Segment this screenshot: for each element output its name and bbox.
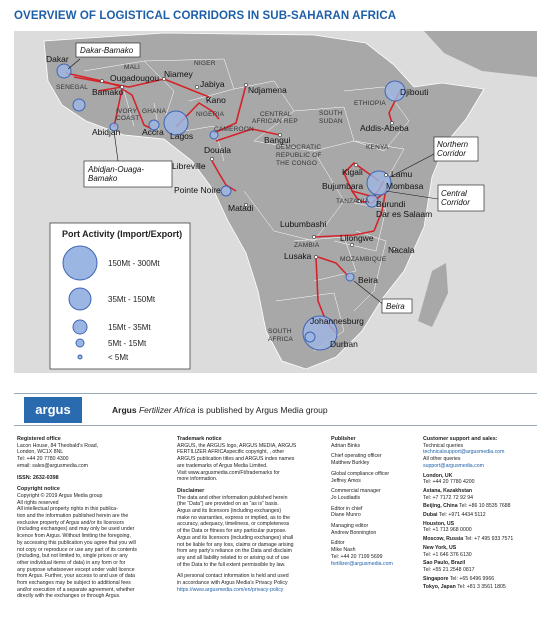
country-ethiopia: ETHIOPIA — [354, 100, 386, 107]
legend-item-2: 35Mt - 150Mt — [108, 295, 156, 304]
city-lusaka: Lusaka — [284, 251, 312, 261]
copyright-line: and/or execution of a separate agreement, whether — [17, 586, 135, 593]
country-drc-2: REPUBLIC OF — [276, 152, 322, 159]
copyright-lines — [17, 493, 155, 600]
office-entry: Dubai Tel: +971 4434 5112 — [423, 512, 486, 519]
argus-logo[interactable]: argus — [24, 397, 82, 423]
city-libreville: Libreville — [172, 161, 206, 171]
staff-role: Chief operating officer — [331, 453, 382, 460]
staff-role: Managing editor — [331, 523, 369, 530]
city-burundi: Burundi — [376, 199, 406, 209]
arabia-landmass — [424, 31, 537, 77]
city-lilongwe: Lilongwe — [340, 233, 374, 243]
privacy-line: All personal contact information is held and used — [177, 573, 289, 580]
office-entry: Moscow, Russia Tel: +7 495 933 7571 — [423, 536, 514, 543]
staff-name: Matthew Burkley — [331, 460, 370, 467]
country-nigeria: NIGERIA — [196, 111, 225, 118]
city-bamako: Bamako — [92, 87, 124, 97]
legend-item-4: 5Mt - 15Mt — [108, 339, 147, 348]
legend-bubble-l — [69, 288, 91, 310]
staff-role: Editor — [331, 540, 345, 547]
office-entry: Beijing, China Tel: +86 10 8535 7688 — [423, 503, 511, 510]
disclaimer-line: of the Data or fitness for any particular purpose. — [177, 528, 287, 535]
office-city: Sao Paulo, Brazil — [423, 560, 466, 567]
city-douala: Douala — [204, 145, 231, 155]
disclaimer-line: any and all liability related to or arising out of use — [177, 554, 290, 561]
city-bangui: Bangui — [264, 135, 291, 145]
copyright-line: from Argus. Further, your access to and use of data — [17, 573, 135, 580]
privacy-policy-link[interactable]: https://www.argusmedia.com/en/privacy-policy — [177, 586, 284, 593]
city-johannesburg: Johannesburg — [310, 316, 364, 326]
staff-name: Adrian Binks — [331, 442, 361, 449]
copyright-line: (including exchanges) and may only be used under — [17, 526, 135, 533]
bubble-durban-small — [305, 332, 315, 342]
country-mozambique: MOZAMBIQUE — [340, 256, 387, 263]
copyright-line: (including, but not limited to, single prices or any — [17, 553, 128, 560]
country-mali: MALI — [124, 64, 140, 71]
legend-title: Port Activity (Import/Export) — [62, 229, 183, 239]
copyright-line: any purpose whatsoever except under valid licence — [17, 566, 135, 573]
brand-band — [14, 393, 537, 426]
city-dar: Dar es Salaam — [376, 209, 433, 219]
country-ivory: IVORY — [116, 108, 138, 115]
disclaimer-line: Argus and its licensors (including exchanges) — [177, 508, 282, 515]
svg-text:Beira: Beira — [386, 302, 405, 311]
city-lagos: Lagos — [170, 131, 194, 141]
editor-email-link[interactable]: fertilizer@argusmedia.com — [331, 560, 393, 567]
staff-name: Jo Loudiadis — [331, 494, 361, 501]
city-beira: Beira — [358, 275, 378, 285]
disclaimer-line: accuracy, adequacy, timeliness, or completeness — [177, 521, 290, 528]
legend-bubble-xs — [78, 355, 82, 359]
city-nacala: Nacala — [388, 245, 415, 255]
country-sa-1: SOUTH — [268, 328, 292, 335]
copyright-line: All intellectual property rights in this publica- — [17, 506, 118, 513]
country-cameroon: CAMEROON — [214, 126, 254, 133]
disclaimer-line: from any party’s reliance on the Data and disclaim — [177, 548, 292, 555]
country-ghana: GHANA — [142, 108, 167, 115]
city-bujumbara: Bujumbara — [322, 181, 364, 191]
bubble-dakar — [57, 64, 71, 78]
trademark-line: ARGUS, the ARGUS logo, ARGUS MEDIA, ARGUS — [177, 442, 297, 449]
staff-role: Publisher — [331, 436, 356, 442]
legend — [50, 223, 190, 369]
footer-col-trademark: Trademark notice ARGUS, the ARGUS logo, ARGUS MEDIA, ARGUS FERTILIZER AFRICAspecific copyright, , other ARGUS publication titles and ARGUS index names are trademarks of Argus Media Limited. Visit www.argusmedia.com/Ft/trademarks for more information. Disclaimer The data and other information published herein (the “Data”) are provided on an “as is” basis. Argus and its licensors (including exchanges) make no warranties, express or implied, as to the accuracy, adequacy, timeliness, or completeness of the Data or fitness for any particular purpose. Argus and its licensors (including exchanges) shall not be liable for any loss, claims or damage arising from any party’s reliance on the Data and disclaim any and all liability related to or arising out of use of the Data to the full extent permissible by law. All personal contact information is held and used in accordance with Argus Media’s Privacy Policy https://www.argusmedia.com/en/privacy-policy — [177, 436, 315, 593]
disclaimer-line: The data and other information published herein — [177, 494, 288, 501]
disclaimer-line: (the “Data”) are provided on an “as is” basis. — [177, 501, 279, 508]
staff-role: Commercial manager — [331, 488, 381, 495]
privacy-line: in accordance with Argus Media’s Privacy Policy — [177, 580, 288, 587]
svg-text:CentralCorridor: Central Corridor — [441, 189, 470, 207]
staff-role: Global compliance officer — [331, 470, 390, 477]
staff-name: Diane Munro — [331, 512, 361, 519]
disclaimer-line: of the Data to the full extent permissible by law. — [177, 561, 286, 568]
copyright-line: other individual items of data) in any form or for — [17, 559, 126, 566]
city-niamey: Niamey — [164, 69, 193, 79]
footer-col-support: Customer support and sales: Technical queries technicalsupport@argusmedia.com All other queries support@argusmedia.com London, UK Tel: +44 20 7780 4200 Astana, Kazakhstan Tel: +7 7172 72 92 94 Beijing, China Tel: +86 10 8535 7688 Dubai Tel: +971 4434 5112 Houston, US Tel: +1 713 968 0000 Moscow, Russia Tel: +7 495 933 7571 New York, US Tel: +1 646 376 6130 Sao Paulo, Brazil Tel: +55 21 2548 0817 Singapore Tel: +65 6496 9966 Tokyo, Japan Tel: +81 3 3561 1805 — [423, 436, 543, 593]
svg-text:Abidjan-Ouaga-Bamako: Abidjan-Ouaga-Bamako — [88, 165, 145, 183]
trademark-line: FERTILIZER AFRICAspecific copyright, , other — [177, 449, 285, 456]
country-car-1: CENTRAL — [260, 111, 292, 118]
bubble-senegal-south — [73, 99, 85, 111]
disclaimer-line: make no warranties, express or implied, as to the — [177, 514, 291, 521]
office-tel: Tel: +1 646 376 6130 — [423, 551, 472, 558]
legend-bubble-xl — [63, 246, 97, 280]
country-kenya: KENYA — [366, 144, 389, 151]
country-tanzania: TANZANIA — [336, 198, 370, 205]
staff-name: Mike Nash — [331, 547, 356, 554]
country-sa-2: AFRICA — [268, 336, 294, 343]
copyright-line: directly with the exchanges or through Argus. — [17, 593, 121, 600]
copyright-line: by accessing this publication you agree that you will — [17, 539, 136, 546]
country-coast: COAST — [116, 115, 140, 122]
africa-map-svg — [14, 31, 537, 373]
office-city: London, UK — [423, 472, 453, 479]
svg-text:NorthernCorridor: Northern Corridor — [437, 140, 469, 158]
country-drc-3: THE CONGO — [276, 160, 318, 167]
disclaimer-line: Argus and its licensors (including exchanges) shall — [177, 534, 294, 541]
country-drc-1: DEMOCRATIC — [276, 144, 322, 151]
copyright-line: licence from Argus. Without limiting the foregoing, — [17, 533, 131, 540]
trademark-line: are trademarks of Argus Media Limited. — [177, 462, 268, 469]
city-kano: Kano — [206, 95, 226, 105]
city-lamu: Lamu — [391, 169, 413, 179]
city-accra: Accra — [142, 127, 164, 137]
bubble-pointe-noire — [221, 186, 231, 196]
city-matadi: Matadi — [228, 203, 254, 213]
office-entry: Singapore Tel: +65 6496 9966 — [423, 575, 495, 582]
country-ssudan-1: SOUTH — [319, 110, 343, 117]
legend-item-3: 15Mt - 35Mt — [108, 323, 151, 332]
city-ouagadougou: Ougadougou — [110, 73, 160, 83]
city-durban: Durban — [330, 339, 358, 349]
city-abidjan: Abidjan — [92, 127, 121, 137]
publisher-tagline: Argus Fertilizer Africa is published by Argus Media group — [112, 405, 328, 415]
office-tel: Tel: +1 713 968 0000 — [423, 527, 472, 534]
copyright-line: Copyright © 2019 Argus Media group — [17, 492, 103, 499]
copyright-line: All rights reserved — [17, 499, 59, 506]
staff-name: Andrew Bonnington — [331, 529, 377, 536]
city-pointe-noire: Pointe Noire — [174, 185, 221, 195]
copyright-line: from exchanges may be subject to additional fees — [17, 580, 131, 587]
staff-role: Editor in chief — [331, 505, 363, 512]
city-jabiya: Jabiya — [200, 79, 225, 89]
callout-abidjan — [84, 131, 172, 187]
country-zambia: ZAMBIA — [294, 242, 320, 249]
country-car-2: AFRICAN REP — [252, 118, 298, 125]
office-city: New York, US — [423, 544, 457, 551]
office-entry: Tokyo, Japan Tel: +81 3 3561 1805 — [423, 584, 506, 591]
support-email-link[interactable]: support@argusmedia.com — [423, 462, 484, 469]
staff-name: Jeffrey Amos — [331, 477, 361, 484]
legend-bubble-s — [76, 339, 84, 347]
svg-text:Dakar-Bamako: Dakar-Bamako — [80, 46, 134, 55]
office-tel: Tel: +7 7172 72 92 94 — [423, 494, 474, 501]
footer-col-people: Publisher Adrian Binks Chief operating officer Matthew Burkley Global compliance officer Jeffrey Amos Commercial manager Jo Loudiadis Editor in chief Diane Munro Managing editor Andrew Bonnington Editor Mike Nash Tel: +44 20 7199 5699 fertilizer@argusmedia.com — [331, 436, 411, 567]
office-city: Houston, US — [423, 520, 455, 527]
trademark-line: ARGUS publication titles and ARGUS index names — [177, 456, 295, 463]
bubble-beira — [346, 273, 354, 281]
city-dakar: Dakar — [46, 54, 69, 64]
city-djibouti: Djibouti — [400, 87, 429, 97]
city-addis: Addis-Abeba — [360, 123, 409, 133]
office-tel: Tel: +44 20 7780 4200 — [423, 479, 475, 486]
footer-col-registered: Registered office Lacon House, 84 Theobald's Road, London, WC1X 8NL Tel: +44 20 7780 4300 email: sales@argusmedia.com ISSN: 2632-0398 Copyright notice Copyright © 2019 Argus Media group All rights reserved All intellectual property rights in this publica- tion and the information published herein are the exclusive property of Argus and/or its licensors (including exchanges) and may only be used under licence from Argus. Without limiting the foregoing, by accessing this publication you agree that you will not copy or reproduce or use any part of its contents (including, but not limited to, single prices or any other individual items of data) in any form or for any purpose whatsoever except under valid licence from Argus. Further, your access to and use of data from exchanges may be subject to additional fees and/or execution of a separate agreement, whether directly with the exchanges or through Argus. — [17, 436, 155, 600]
legend-item-5: < 5Mt — [108, 353, 129, 362]
city-lubumbashi: Lubumbashi — [280, 219, 327, 229]
office-city: Astana, Kazakhstan — [423, 487, 473, 494]
madagascar — [418, 263, 448, 327]
copyright-line: tion and the information published herein are the — [17, 513, 129, 520]
copyright-line: exclusive property of Argus and/or its licensors — [17, 519, 124, 526]
country-senegal: SENEGAL — [56, 84, 89, 91]
legend-item-1: 150Mt - 300Mt — [108, 259, 160, 268]
tech-support-email-link[interactable]: technicalsupport@argusmedia.com — [423, 449, 505, 456]
trademark-line: more information. — [177, 476, 218, 483]
page-title: OVERVIEW OF LOGISTICAL CORRIDORS IN SUB-SAHARAN AFRICA — [14, 10, 397, 22]
country-ssudan-2: SUDAN — [319, 118, 343, 125]
city-mombasa: Mombasa — [386, 181, 424, 191]
issn: ISSN: 2632-0398 — [17, 474, 59, 481]
copyright-line: not copy or reproduce or use any part of its contents — [17, 546, 137, 553]
office-tel: Tel: +55 21 2548 0817 — [423, 566, 475, 573]
city-kigali: Kigali — [342, 167, 363, 177]
country-niger: NIGER — [194, 60, 216, 67]
legend-bubble-m — [73, 320, 87, 334]
trademark-line: Visit www.argusmedia.com/Ft/trademarks for — [177, 469, 280, 476]
city-ndjamena: Ndjamena — [248, 85, 287, 95]
disclaimer-line: not be liable for any loss, claims or damage arising — [177, 541, 294, 548]
corridor-map — [14, 31, 537, 373]
